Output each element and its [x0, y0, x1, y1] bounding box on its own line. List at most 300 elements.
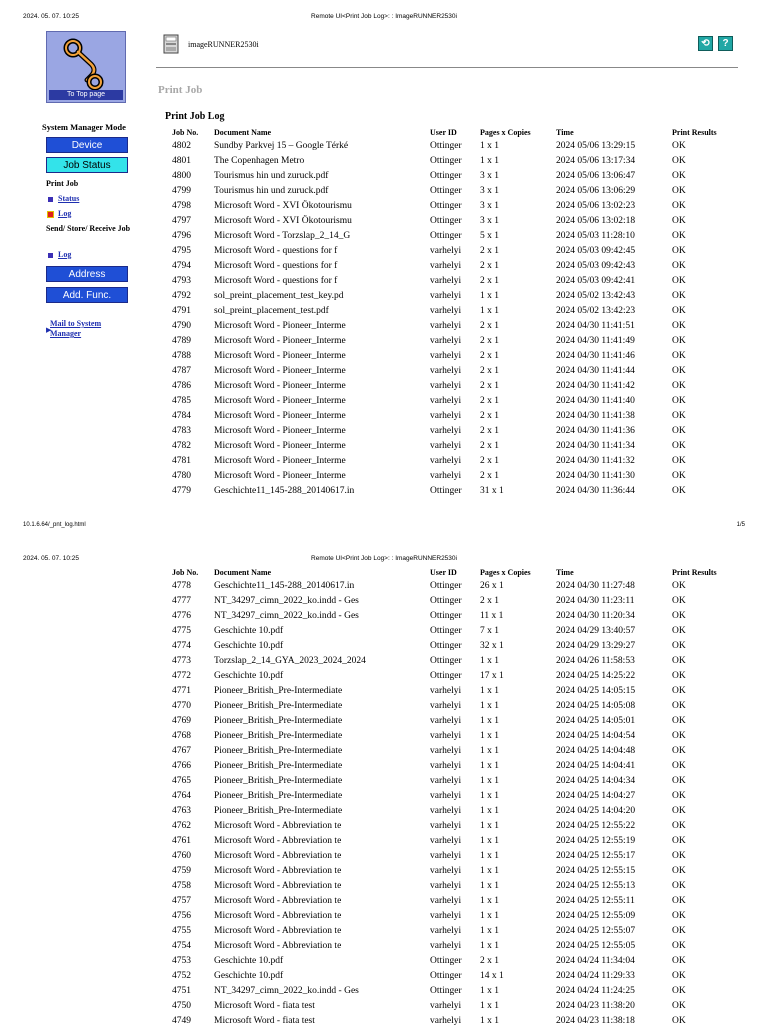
time-cell: 2024 04/25 14:04:27: [556, 790, 636, 801]
pages-copies-cell: 3 x 1: [480, 170, 499, 181]
pages-copies-cell: 5 x 1: [480, 230, 499, 241]
print-result-cell: OK: [672, 745, 686, 756]
bullet-square-icon: [48, 197, 53, 202]
job-no-cell: 4768: [172, 730, 191, 741]
document-name-cell: Pioneer_British_Pre-Intermediate: [214, 805, 343, 816]
nav-log[interactable]: [48, 209, 71, 218]
table-row: [170, 638, 734, 653]
document-name-cell: Pioneer_British_Pre-Intermediate: [214, 685, 343, 696]
job-no-cell: 4760: [172, 850, 191, 861]
user-id-cell: varhelyi: [430, 380, 462, 391]
user-id-cell: varhelyi: [430, 440, 462, 451]
job-no-cell: 4770: [172, 700, 191, 711]
print-result-cell: OK: [672, 185, 686, 196]
time-cell: 2024 04/30 11:41:44: [556, 365, 635, 376]
pages-copies-cell: 1 x 1: [480, 655, 499, 666]
job-no-cell: 4779: [172, 485, 191, 496]
table-row: [170, 743, 734, 758]
table-row: [170, 773, 734, 788]
document-name-cell: Sundby Parkvej 15 – Google Térké: [214, 140, 349, 151]
table-row: [170, 908, 734, 923]
print-result-cell: OK: [672, 335, 686, 346]
print-result-cell: OK: [672, 155, 686, 166]
col-job-no: Job No.: [172, 128, 199, 137]
nav-send-log[interactable]: [48, 250, 71, 259]
top-page-logo[interactable]: [46, 31, 126, 103]
job-status-button[interactable]: Job Status: [46, 157, 128, 173]
user-id-cell: Ottinger: [430, 625, 462, 636]
job-no-cell: 4758: [172, 880, 191, 891]
print-result-cell: OK: [672, 940, 686, 951]
user-id-cell: Ottinger: [430, 185, 462, 196]
pages-copies-cell: 1 x 1: [480, 790, 499, 801]
pages-copies-cell: 1 x 1: [480, 850, 499, 861]
status-link[interactable]: Status: [58, 194, 80, 203]
pages-copies-cell: 7 x 1: [480, 625, 499, 636]
time-cell: 2024 05/06 13:29:15: [556, 140, 636, 151]
document-name-cell: Microsoft Word - Pioneer_Interme: [214, 350, 346, 361]
pages-copies-cell: 2 x 1: [480, 955, 499, 966]
user-id-cell: Ottinger: [430, 610, 462, 621]
table-row: [170, 423, 734, 438]
job-no-cell: 4759: [172, 865, 191, 876]
print-page-number: 1/5: [736, 522, 745, 528]
table-row: [170, 608, 734, 623]
col-document-name: Document Name: [214, 568, 272, 577]
job-no-cell: 4775: [172, 625, 191, 636]
job-no-cell: 4767: [172, 745, 191, 756]
job-no-cell: 4754: [172, 940, 191, 951]
print-result-cell: OK: [672, 305, 686, 316]
pages-copies-cell: 2 x 1: [480, 470, 499, 481]
table-row: [170, 1013, 734, 1028]
col-time: Time: [556, 568, 574, 577]
document-name-cell: Microsoft Word - Abbreviation te: [214, 925, 342, 936]
refresh-icon[interactable]: ⟲: [698, 36, 713, 51]
user-id-cell: varhelyi: [430, 820, 462, 831]
time-cell: 2024 04/24 11:34:04: [556, 955, 635, 966]
pages-copies-cell: 2 x 1: [480, 455, 499, 466]
user-id-cell: varhelyi: [430, 775, 462, 786]
mail-to-manager[interactable]: [46, 319, 120, 339]
print-result-cell: OK: [672, 350, 686, 361]
document-name-cell: Microsoft Word - Abbreviation te: [214, 865, 342, 876]
print-result-cell: OK: [672, 865, 686, 876]
user-id-cell: Ottinger: [430, 140, 462, 151]
bullet-square-icon: [48, 253, 53, 258]
pages-copies-cell: 3 x 1: [480, 185, 499, 196]
time-cell: 2024 04/30 11:41:49: [556, 335, 635, 346]
document-name-cell: Microsoft Word - XVI Ökotourismu: [214, 215, 352, 226]
pages-copies-cell: 1 x 1: [480, 745, 499, 756]
job-no-cell: 4757: [172, 895, 191, 906]
document-name-cell: The Copenhagen Metro: [214, 155, 305, 166]
time-cell: 2024 04/25 14:04:34: [556, 775, 636, 786]
pages-copies-cell: 1 x 1: [480, 760, 499, 771]
print-result-cell: OK: [672, 670, 686, 681]
document-name-cell: Pioneer_British_Pre-Intermediate: [214, 775, 343, 786]
user-id-cell: varhelyi: [430, 245, 462, 256]
job-no-cell: 4772: [172, 670, 191, 681]
document-name-cell: Microsoft Word - Pioneer_Interme: [214, 455, 346, 466]
user-id-cell: varhelyi: [430, 880, 462, 891]
table-row: [170, 393, 734, 408]
user-id-cell: Ottinger: [430, 955, 462, 966]
user-id-cell: Ottinger: [430, 215, 462, 226]
user-id-cell: varhelyi: [430, 305, 462, 316]
time-cell: 2024 05/03 09:42:41: [556, 275, 636, 286]
user-id-cell: varhelyi: [430, 365, 462, 376]
document-name-cell: Tourismus hin und zuruck.pdf: [214, 170, 329, 181]
document-name-cell: Geschichte 10.pdf: [214, 670, 284, 681]
user-id-cell: Ottinger: [430, 485, 462, 496]
document-name-cell: Microsoft Word - Abbreviation te: [214, 880, 342, 891]
print-result-cell: OK: [672, 470, 686, 481]
table-row: [170, 893, 734, 908]
job-no-cell: 4763: [172, 805, 191, 816]
print-result-cell: OK: [672, 610, 686, 621]
job-no-cell: 4780: [172, 470, 191, 481]
table-row: [170, 363, 734, 378]
print-date: 2024. 05. 07. 10:25: [23, 13, 80, 20]
job-no-cell: 4769: [172, 715, 191, 726]
time-cell: 2024 04/25 14:05:15: [556, 685, 636, 696]
table-header-row: [170, 567, 734, 578]
time-cell: 2024 05/03 09:42:43: [556, 260, 636, 271]
print-job-log-table: [170, 127, 734, 498]
table-row: [170, 378, 734, 393]
print-result-cell: OK: [672, 715, 686, 726]
print-result-cell: OK: [672, 320, 686, 331]
job-no-cell: 4777: [172, 595, 191, 606]
print-result-cell: OK: [672, 640, 686, 651]
pages-copies-cell: 1 x 1: [480, 685, 499, 696]
print-result-cell: OK: [672, 245, 686, 256]
time-cell: 2024 04/25 12:55:19: [556, 835, 636, 846]
table-row: [170, 863, 734, 878]
document-name-cell: Microsoft Word - Pioneer_Interme: [214, 425, 346, 436]
pages-copies-cell: 17 x 1: [480, 670, 504, 681]
table-row: [170, 593, 734, 608]
print-result-cell: OK: [672, 380, 686, 391]
table-row: [170, 483, 734, 498]
pages-copies-cell: 1 x 1: [480, 155, 499, 166]
print-page-title: Remote UI<Print Job Log>: : ImageRUNNER2530i: [311, 13, 457, 20]
document-name-cell: Microsoft Word - Abbreviation te: [214, 820, 342, 831]
table-row: [170, 713, 734, 728]
table-row: [170, 288, 734, 303]
time-cell: 2024 04/30 11:41:51: [556, 320, 635, 331]
document-name-cell: Microsoft Word - Pioneer_Interme: [214, 365, 346, 376]
pages-copies-cell: 1 x 1: [480, 775, 499, 786]
pages-copies-cell: 1 x 1: [480, 1000, 499, 1011]
user-id-cell: varhelyi: [430, 275, 462, 286]
table-row: [170, 923, 734, 938]
time-cell: 2024 04/25 14:25:22: [556, 670, 636, 681]
table-row: [170, 333, 734, 348]
document-name-cell: sol_preint_placement_test_key.pd: [214, 290, 344, 301]
pages-copies-cell: 1 x 1: [480, 715, 499, 726]
time-cell: 2024 04/25 14:04:48: [556, 745, 636, 756]
print-result-cell: OK: [672, 140, 686, 151]
job-no-cell: 4755: [172, 925, 191, 936]
device-route-icon: [61, 36, 113, 92]
user-id-cell: varhelyi: [430, 335, 462, 346]
print-result-cell: OK: [672, 290, 686, 301]
print-result-cell: OK: [672, 395, 686, 406]
table-row: [170, 468, 734, 483]
user-id-cell: varhelyi: [430, 350, 462, 361]
user-id-cell: varhelyi: [430, 895, 462, 906]
pages-copies-cell: 31 x 1: [480, 485, 504, 496]
job-no-cell: 4790: [172, 320, 191, 331]
user-id-cell: Ottinger: [430, 595, 462, 606]
time-cell: 2024 04/29 13:29:27: [556, 640, 636, 651]
pages-copies-cell: 1 x 1: [480, 835, 499, 846]
job-no-cell: 4802: [172, 140, 191, 151]
document-name-cell: Geschichte 10.pdf: [214, 640, 284, 651]
pages-copies-cell: 2 x 1: [480, 395, 499, 406]
time-cell: 2024 04/30 11:36:44: [556, 485, 635, 496]
table-row: [170, 348, 734, 363]
document-name-cell: Pioneer_British_Pre-Intermediate: [214, 745, 343, 756]
print-result-cell: OK: [672, 580, 686, 591]
table-row: [170, 818, 734, 833]
table-row: [170, 653, 734, 668]
col-document-name: Document Name: [214, 128, 272, 137]
job-no-cell: 4771: [172, 685, 191, 696]
user-id-cell: varhelyi: [430, 730, 462, 741]
col-job-no: Job No.: [172, 568, 199, 577]
pages-copies-cell: 3 x 1: [480, 200, 499, 211]
time-cell: 2024 04/30 11:41:38: [556, 410, 635, 421]
document-name-cell: Microsoft Word - Abbreviation te: [214, 835, 342, 846]
print-result-cell: OK: [672, 275, 686, 286]
user-id-cell: varhelyi: [430, 745, 462, 756]
document-name-cell: Geschichte11_145-288_20140617.in: [214, 580, 355, 591]
pages-copies-cell: 1 x 1: [480, 290, 499, 301]
print-result-cell: OK: [672, 425, 686, 436]
user-id-cell: varhelyi: [430, 395, 462, 406]
pages-copies-cell: 2 x 1: [480, 245, 499, 256]
print-result-cell: OK: [672, 835, 686, 846]
document-name-cell: Pioneer_British_Pre-Intermediate: [214, 700, 343, 711]
print-result-cell: OK: [672, 655, 686, 666]
job-no-cell: 4783: [172, 425, 191, 436]
document-name-cell: Microsoft Word - Abbreviation te: [214, 940, 342, 951]
print-footer-page1: [0, 522, 768, 534]
log-link[interactable]: Log: [58, 209, 72, 218]
user-id-cell: varhelyi: [430, 790, 462, 801]
col-user-id: User ID: [430, 128, 457, 137]
table-row: [170, 408, 734, 423]
document-name-cell: NT_34297_cimn_2022_ko.indd - Ges: [214, 610, 359, 621]
print-result-cell: OK: [672, 230, 686, 241]
pages-copies-cell: 14 x 1: [480, 970, 504, 981]
table-row: [170, 788, 734, 803]
print-result-cell: OK: [672, 1015, 686, 1026]
time-cell: 2024 04/30 11:41:46: [556, 350, 635, 361]
pages-copies-cell: 2 x 1: [480, 320, 499, 331]
mail-link[interactable]: Mail to System Manager: [50, 319, 102, 338]
document-name-cell: Microsoft Word - Pioneer_Interme: [214, 470, 346, 481]
job-no-cell: 4765: [172, 775, 191, 786]
col-pages-copies: Pages x Copies: [480, 568, 531, 577]
job-no-cell: 4789: [172, 335, 191, 346]
user-id-cell: varhelyi: [430, 700, 462, 711]
pages-copies-cell: 1 x 1: [480, 805, 499, 816]
time-cell: 2024 05/06 13:06:47: [556, 170, 636, 181]
table-row: [170, 198, 734, 213]
print-job-log-table-continued: [170, 567, 734, 1028]
print-result-cell: OK: [672, 200, 686, 211]
table-row: [170, 303, 734, 318]
print-result-cell: OK: [672, 910, 686, 921]
pages-copies-cell: 2 x 1: [480, 595, 499, 606]
time-cell: 2024 05/06 13:06:29: [556, 185, 636, 196]
print-result-cell: OK: [672, 970, 686, 981]
time-cell: 2024 04/24 11:29:33: [556, 970, 635, 981]
table-row: [170, 258, 734, 273]
document-name-cell: Microsoft Word - Torzslap_2_14_G: [214, 230, 351, 241]
printer-device-icon: [163, 34, 179, 54]
job-no-cell: 4762: [172, 820, 191, 831]
user-id-cell: varhelyi: [430, 715, 462, 726]
document-name-cell: Pioneer_British_Pre-Intermediate: [214, 715, 343, 726]
document-name-cell: Microsoft Word - Abbreviation te: [214, 910, 342, 921]
job-no-cell: 4798: [172, 200, 191, 211]
job-no-cell: 4800: [172, 170, 191, 181]
col-time: Time: [556, 128, 574, 137]
time-cell: 2024 04/29 13:40:57: [556, 625, 636, 636]
time-cell: 2024 05/02 13:42:43: [556, 290, 636, 301]
job-no-cell: 4781: [172, 455, 191, 466]
pages-copies-cell: 1 x 1: [480, 895, 499, 906]
pages-copies-cell: 2 x 1: [480, 350, 499, 361]
print-result-cell: OK: [672, 485, 686, 496]
pages-copies-cell: 1 x 1: [480, 865, 499, 876]
nav-status[interactable]: [48, 194, 79, 203]
job-no-cell: 4764: [172, 790, 191, 801]
user-id-cell: Ottinger: [430, 580, 462, 591]
col-print-results: Print Results: [672, 568, 717, 577]
job-no-cell: 4776: [172, 610, 191, 621]
user-id-cell: varhelyi: [430, 865, 462, 876]
document-name-cell: Tourismus hin und zuruck.pdf: [214, 185, 329, 196]
time-cell: 2024 04/25 12:55:22: [556, 820, 636, 831]
time-cell: 2024 04/25 14:05:01: [556, 715, 636, 726]
table-row: [170, 273, 734, 288]
document-name-cell: Microsoft Word - Pioneer_Interme: [214, 410, 346, 421]
table-row: [170, 848, 734, 863]
device-button[interactable]: Device: [46, 137, 128, 153]
job-no-cell: 4750: [172, 1000, 191, 1011]
print-result-cell: OK: [672, 685, 686, 696]
print-result-cell: OK: [672, 730, 686, 741]
job-no-cell: 4794: [172, 260, 191, 271]
document-name-cell: Microsoft Word - Pioneer_Interme: [214, 380, 346, 391]
table-row: [170, 168, 734, 183]
user-id-cell: varhelyi: [430, 320, 462, 331]
table-row: [170, 228, 734, 243]
table-row: [170, 803, 734, 818]
pages-copies-cell: 1 x 1: [480, 910, 499, 921]
print-result-cell: OK: [672, 440, 686, 451]
document-name-cell: Pioneer_British_Pre-Intermediate: [214, 790, 343, 801]
time-cell: 2024 04/23 11:38:20: [556, 1000, 635, 1011]
job-no-cell: 4787: [172, 365, 191, 376]
print-result-cell: OK: [672, 850, 686, 861]
address-button[interactable]: Address: [46, 266, 128, 282]
job-no-cell: 4799: [172, 185, 191, 196]
print-result-cell: OK: [672, 880, 686, 891]
job-no-cell: 4782: [172, 440, 191, 451]
table-row: [170, 833, 734, 848]
user-id-cell: varhelyi: [430, 455, 462, 466]
print-page-title: Remote UI<Print Job Log>: : ImageRUNNER2530i: [311, 555, 457, 562]
bullet-square-active-icon: [48, 212, 53, 217]
time-cell: 2024 05/06 13:02:23: [556, 200, 636, 211]
user-id-cell: Ottinger: [430, 970, 462, 981]
print-result-cell: OK: [672, 455, 686, 466]
user-id-cell: varhelyi: [430, 260, 462, 271]
top-page-link[interactable]: To Top page: [49, 90, 123, 100]
col-print-results: Print Results: [672, 128, 717, 137]
print-result-cell: OK: [672, 985, 686, 996]
time-cell: 2024 05/03 11:28:10: [556, 230, 635, 241]
pages-copies-cell: 2 x 1: [480, 425, 499, 436]
print-result-cell: OK: [672, 895, 686, 906]
arrow-right-icon: ▶: [46, 326, 52, 334]
document-name-cell: sol_preint_placement_test.pdf: [214, 305, 329, 316]
time-cell: 2024 04/30 11:41:40: [556, 395, 635, 406]
table-row: [170, 623, 734, 638]
time-cell: 2024 04/30 11:41:32: [556, 455, 635, 466]
pages-copies-cell: 1 x 1: [480, 730, 499, 741]
time-cell: 2024 04/25 12:55:07: [556, 925, 636, 936]
pages-copies-cell: 2 x 1: [480, 380, 499, 391]
document-name-cell: Microsoft Word - Pioneer_Interme: [214, 335, 346, 346]
print-date: 2024. 05. 07. 10:25: [23, 555, 80, 562]
document-name-cell: Microsoft Word - Pioneer_Interme: [214, 320, 346, 331]
print-url: 10.1.6.64/_pnt_log.html: [23, 522, 86, 528]
document-name-cell: Geschichte11_145-288_20140617.in: [214, 485, 355, 496]
document-name-cell: Geschichte 10.pdf: [214, 625, 284, 636]
job-no-cell: 4788: [172, 350, 191, 361]
print-result-cell: OK: [672, 805, 686, 816]
help-icon[interactable]: ?: [718, 36, 733, 51]
add-func-button[interactable]: Add. Func.: [46, 287, 128, 303]
print-result-cell: OK: [672, 925, 686, 936]
document-name-cell: Microsoft Word - questions for f: [214, 260, 338, 271]
document-name-cell: Microsoft Word - XVI Ökotourismu: [214, 200, 352, 211]
document-name-cell: Geschichte 10.pdf: [214, 955, 284, 966]
table-row: [170, 878, 734, 893]
send-log-link[interactable]: Log: [58, 250, 72, 259]
time-cell: 2024 04/24 11:24:25: [556, 985, 635, 996]
document-name-cell: Microsoft Word - Abbreviation te: [214, 895, 342, 906]
pages-copies-cell: 1 x 1: [480, 925, 499, 936]
time-cell: 2024 04/30 11:41:36: [556, 425, 635, 436]
table-row: [170, 683, 734, 698]
job-no-cell: 4786: [172, 380, 191, 391]
pages-copies-cell: 1 x 1: [480, 700, 499, 711]
job-no-cell: 4797: [172, 215, 191, 226]
document-name-cell: Pioneer_British_Pre-Intermediate: [214, 760, 343, 771]
user-id-cell: varhelyi: [430, 1015, 462, 1026]
document-name-cell: Microsoft Word - Abbreviation te: [214, 850, 342, 861]
user-id-cell: varhelyi: [430, 835, 462, 846]
